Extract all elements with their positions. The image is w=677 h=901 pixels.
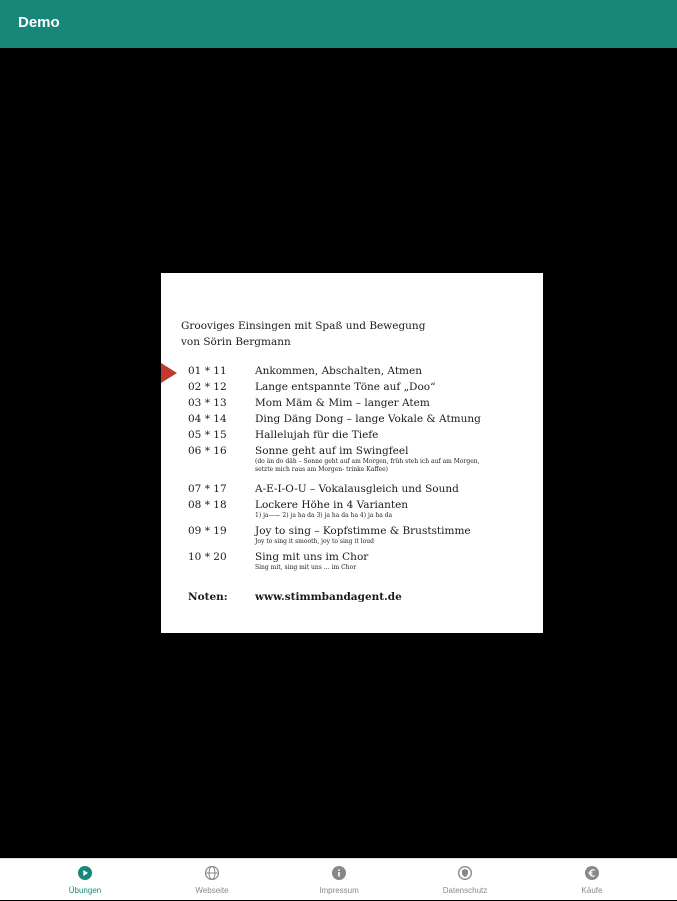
track-subtitle-line: Joy to sing it smooth, joy to sing it loud [255, 538, 374, 545]
play-circle-icon [78, 866, 92, 880]
track-title: Ding Däng Dong – lange Vokale & Atmung [255, 413, 481, 425]
track-numbers: 10 * 20 [188, 551, 227, 563]
track-subtitle [255, 538, 535, 546]
track-title: Hallelujah für die Tiefe [255, 429, 379, 441]
nav-item-impressum[interactable] [289, 859, 389, 901]
bottom-navigation [0, 858, 677, 900]
track-subtitle-line: setzte mich raus am Morgen- trinke Kaffee) [255, 465, 389, 473]
nav-item-webseite[interactable] [162, 859, 262, 901]
info-icon [332, 866, 346, 880]
current-track-marker-icon [161, 363, 177, 383]
nav-label: Webseite [195, 886, 229, 895]
content-area [0, 48, 677, 858]
app-title: Demo [18, 14, 60, 31]
track-numbers: 01 * 11 [188, 365, 227, 377]
track-numbers: 06 * 16 [188, 445, 227, 457]
track-numbers: 04 * 14 [188, 413, 227, 425]
nav-item-datenschutz[interactable] [415, 859, 515, 901]
euro-icon [585, 866, 599, 880]
track-title: Joy to sing – Kopfstimme & Bruststimme [255, 525, 471, 537]
track-numbers: 09 * 19 [188, 525, 227, 537]
cover-title-line2: von Sörin Bergmann [181, 336, 291, 348]
track-title: Sonne geht auf im Swingfeel [255, 445, 409, 457]
track-numbers: 03 * 13 [188, 397, 227, 409]
track-subtitle-line: (do än do däh – Sonne geht auf am Morgen, früh steh ich auf am Morgen, [255, 458, 480, 465]
nav-item-kaeufe[interactable] [542, 859, 642, 901]
nav-label: Käufe [581, 886, 603, 895]
cover-title-line1: Grooviges Einsingen mit Spaß und Bewegung [181, 320, 426, 332]
track-title: Ankommen, Abschalten, Atmen [255, 365, 422, 377]
nav-label: Übungen [68, 886, 102, 895]
track-subtitle [255, 458, 535, 473]
track-subtitle-line: Sing mit, sing mit uns … im Chor [255, 564, 357, 571]
track-title: Lange entspannte Töne auf „Doo“ [255, 381, 436, 393]
track-numbers: 07 * 17 [188, 483, 227, 495]
track-title: Mom Mäm & Mim – langer Atem [255, 397, 430, 409]
album-cover-image [161, 273, 543, 633]
track-numbers: 02 * 12 [188, 381, 227, 393]
globe-icon [205, 866, 219, 880]
cover-title [181, 318, 425, 350]
track-title: Lockere Höhe in 4 Varianten [255, 499, 409, 511]
track-title: Sing mit uns im Chor [255, 551, 369, 563]
nav-label: Impressum [319, 886, 359, 895]
track-numbers: 05 * 15 [188, 429, 227, 441]
nav-label: Datenschutz [442, 886, 488, 895]
track-title: A-E-I-O-U – Vokalausgleich und Sound [255, 483, 459, 495]
track-subtitle [255, 564, 535, 572]
app-bar [0, 0, 677, 48]
track-subtitle [255, 512, 535, 520]
nav-item-uebungen[interactable] [35, 859, 135, 901]
noten-label: Noten: [188, 591, 228, 603]
track-subtitle-line: 1) ja—— 2) ja ha da 3) ja ha da ha 4) ja ha da [255, 512, 393, 519]
shield-icon [458, 866, 472, 880]
track-numbers: 08 * 18 [188, 499, 227, 511]
noten-url: www.stimmbandagent.de [255, 591, 402, 603]
